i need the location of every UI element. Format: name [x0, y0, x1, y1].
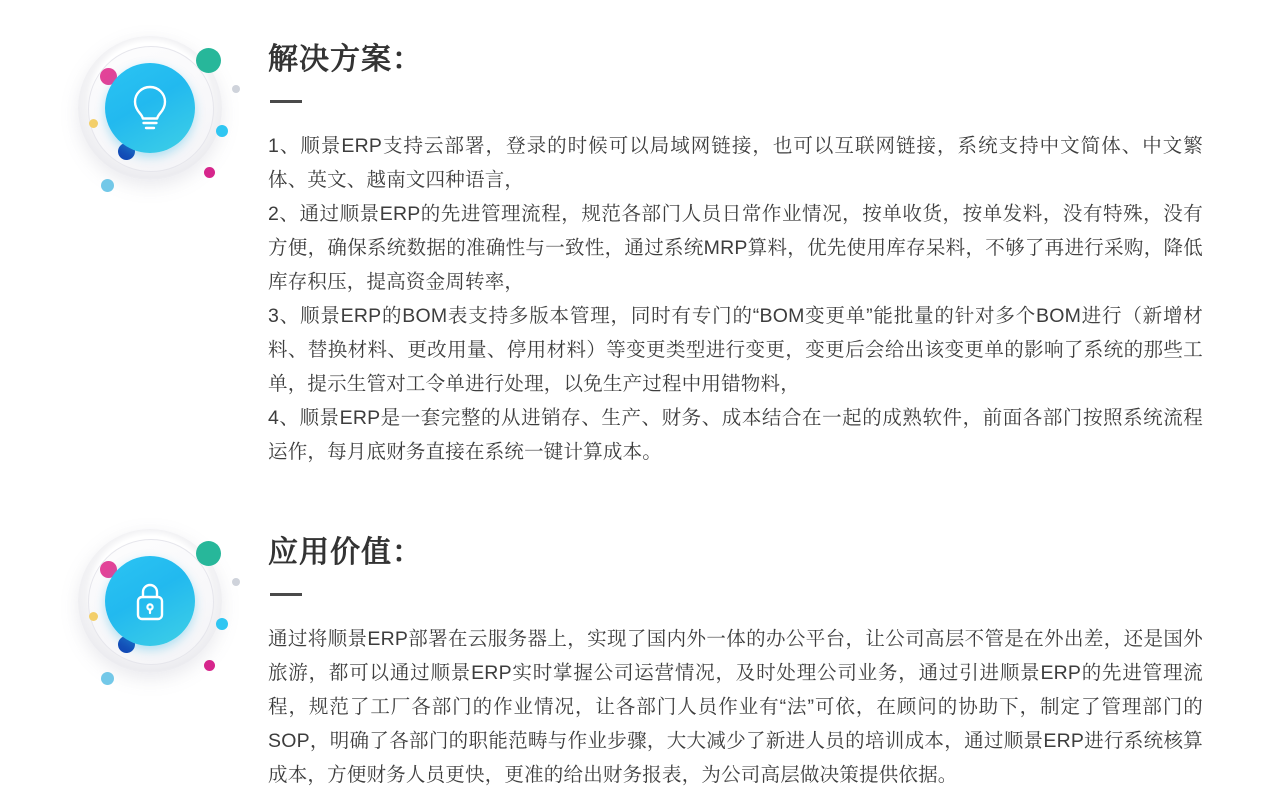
value-heading: 应用价值： [268, 536, 423, 569]
solution-paragraph-4: 4、顺景ERP是一套完整的从进销存、生产、财务、成本结合在一起的成熟软件，前面各部门按照系统流程运作，每月底财务直接在系统一键计算成本。 [268, 407, 1203, 463]
value-icon-badge [0, 511, 268, 711]
lock-icon [105, 556, 195, 646]
decor-dot-cyan [216, 125, 228, 137]
decor-dot-grey [232, 85, 240, 93]
solution-paragraph-2: 2、通过顺景ERP的先进管理流程，规范各部门人员日常作业情况，按单收货，按单发料，没有特殊，没有方便，确保系统数据的准确性与一致性，通过系统MRP算料，优先使用库存呆料，不够了再进行采购，降低库存积压，提高资金周转率， [268, 203, 1203, 293]
solution-body [268, 129, 1203, 469]
value-paragraph-1: 通过将顺景ERP部署在云服务器上，实现了国内外一体的办公平台，让公司高层不管是在外出差，还是国外旅游，都可以通过顺景ERP实时掌握公司运营情况，及时处理公司业务，通过引进顺景ERP的先进管理流程，规范了工厂各部门的作业情况，让各部门人员作业有“法”可依，在顾问的协助下，制定了管理部门的SOP，明确了各部门的职能范畴与作业步骤，大大减少了新进人员的培训成本，通过顺景ERP进行系统核算成本，方便财务人员更快，更准的给出财务报表，为公司高层做决策提供依据。 [268, 628, 1203, 786]
solution-paragraph-3: 3、顺景ERP的BOM表支持多版本管理，同时有专门的“BOM变更单”能批量的针对多个BOM进行（新增材料、替换材料、更改用量、停用材料）等变更类型进行变更，变更后会给出该变更单的影响了系统的那些工单，提示生管对工令单进行处理，以免生产过程中用错物料， [268, 305, 1203, 395]
value-heading-rule [270, 593, 302, 596]
decor-dot-lightblue [101, 179, 114, 192]
value-body [268, 622, 1203, 792]
decor-dot-cyan [216, 618, 228, 630]
solution-paragraph-1: 1、顺景ERP支持云部署，登录的时候可以局域网链接，也可以互联网链接，系统支持中文简体、中文繁体、英文、越南文四种语言， [268, 135, 1203, 191]
lightbulb-icon [105, 63, 195, 153]
decor-dot-lightblue [101, 672, 114, 685]
solution-icon-badge [0, 18, 268, 218]
solution-heading-rule [270, 100, 302, 103]
value-content [268, 511, 1213, 792]
decor-dot-yellow [89, 119, 98, 128]
decor-dot-magenta [204, 660, 215, 671]
section-value [0, 469, 1264, 792]
decor-dot-grey [232, 578, 240, 586]
decor-dot-teal [196, 541, 221, 566]
decor-dot-magenta [204, 167, 215, 178]
decor-dot-yellow [89, 612, 98, 621]
solution-content [268, 18, 1213, 469]
solution-heading: 解决方案： [268, 43, 423, 76]
decor-dot-teal [196, 48, 221, 73]
